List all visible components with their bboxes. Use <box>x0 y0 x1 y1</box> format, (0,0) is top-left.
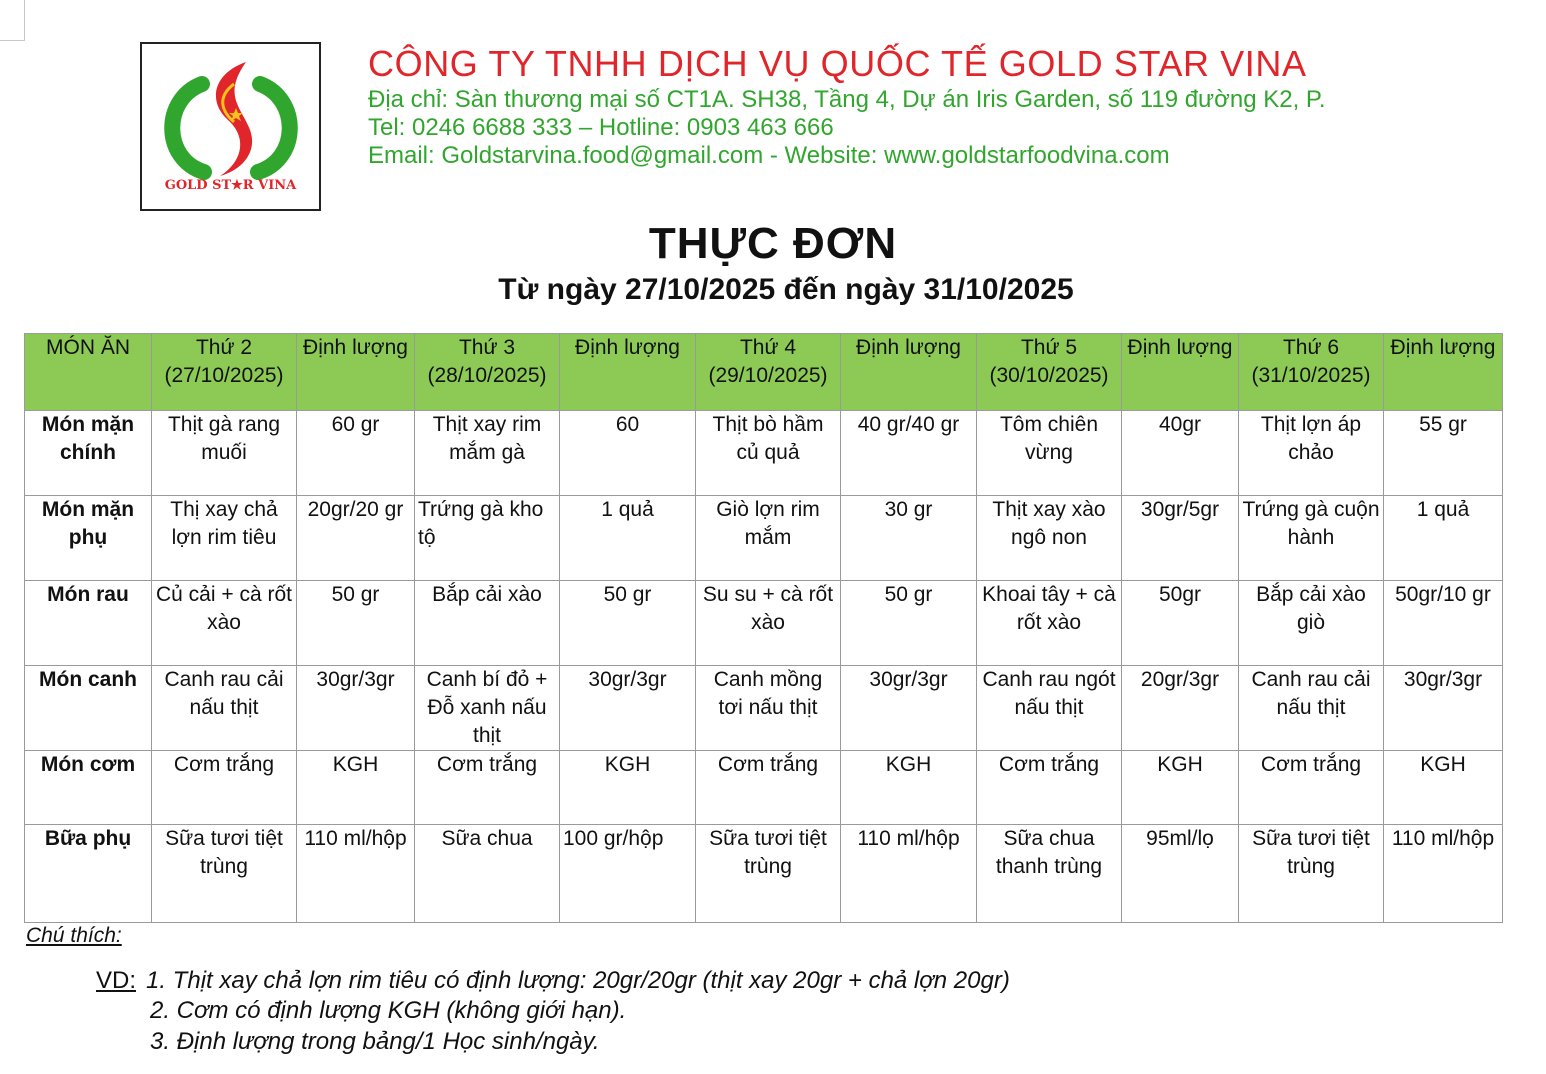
header-cell: Thứ 4 (29/10/2025) <box>696 334 841 411</box>
table-cell: 30gr/3gr <box>841 666 977 751</box>
table-cell: 30gr/3gr <box>1384 666 1503 751</box>
table-cell: 110 ml/hộp <box>1384 825 1503 923</box>
table-row <box>25 496 1503 581</box>
table-cell: KGH <box>297 751 415 825</box>
note-line-3: 3. Định lượng trong bảng/1 Học sinh/ngày. <box>150 1028 600 1055</box>
table-cell: 50gr/10 gr <box>1384 581 1503 666</box>
table-cell: 55 gr <box>1384 411 1503 496</box>
table-cell: 50 gr <box>560 581 696 666</box>
table-cell: 30gr/3gr <box>560 666 696 751</box>
table-cell: 50 gr <box>297 581 415 666</box>
company-logo <box>140 42 321 211</box>
table-cell: Su su + cà rốt xào <box>696 581 841 666</box>
note-line-2: 2. Cơm có định lượng KGH (không giới hạn). <box>150 997 627 1024</box>
table-cell: Cơm trắng <box>1239 751 1384 825</box>
header-cell: Định lượng <box>297 334 415 411</box>
table-cell: Cơm trắng <box>152 751 297 825</box>
company-email: Email: Goldstarvina.food@gmail.com - Website: www.goldstarfoodvina.com <box>368 142 1170 169</box>
table-cell: KGH <box>841 751 977 825</box>
table-cell: Canh rau cải nấu thịt <box>1239 666 1384 751</box>
table-cell: 30gr/5gr <box>1122 496 1239 581</box>
table-cell: 40 gr/40 gr <box>841 411 977 496</box>
row-label: Bữa phụ <box>25 825 152 923</box>
table-cell: 1 quả <box>1384 496 1503 581</box>
company-phone: Tel: 0246 6688 333 – Hotline: 0903 463 666 <box>368 114 834 141</box>
table-cell: 60 gr <box>297 411 415 496</box>
notes-example-label: VD: <box>96 967 137 994</box>
table-cell: Trứng gà kho tộ <box>415 496 560 581</box>
note-line-1: 1. Thịt xay chả lợn rim tiêu có định lượng: 20gr/20gr (thịt xay 20gr + chả lợn 20gr) <box>146 967 1010 994</box>
table-cell: Cơm trắng <box>977 751 1122 825</box>
table-cell: Thịt bò hầm củ quả <box>696 411 841 496</box>
table-cell: 1 quả <box>560 496 696 581</box>
table-cell: Thịt gà rang muối <box>152 411 297 496</box>
table-cell: 30gr/3gr <box>297 666 415 751</box>
row-label: Món mặn phụ <box>25 496 152 581</box>
table-cell: Giò lợn rim mắm <box>696 496 841 581</box>
table-cell: Sữa tươi tiệt trùng <box>1239 825 1384 923</box>
company-name: CÔNG TY TNHH DỊCH VỤ QUỐC TẾ GOLD STAR VINA <box>368 43 1307 84</box>
logo-text: GOLD ST★R VINA <box>164 178 297 193</box>
table-cell: Cơm trắng <box>696 751 841 825</box>
table-row <box>25 411 1503 496</box>
page-title: THỰC ĐƠN <box>648 219 898 268</box>
table-cell: 40gr <box>1122 411 1239 496</box>
table-cell: 50 gr <box>841 581 977 666</box>
menu-table <box>24 333 1503 923</box>
table-cell: Tôm chiên vừng <box>977 411 1122 496</box>
table-cell: Củ cải + cà rốt xào <box>152 581 297 666</box>
table-cell: Cơm trắng <box>415 751 560 825</box>
table-cell: 30 gr <box>841 496 977 581</box>
row-label: Món rau <box>25 581 152 666</box>
header-cell: MÓN ĂN <box>25 334 152 411</box>
table-cell: 95ml/lọ <box>1122 825 1239 923</box>
table-row <box>25 581 1503 666</box>
header-cell: Thứ 2 (27/10/2025) <box>152 334 297 411</box>
table-cell: Thịt xay xào ngô non <box>977 496 1122 581</box>
table-cell: Canh bí đỏ + Đỗ xanh nấu thịt <box>415 666 560 751</box>
table-cell: 110 ml/hộp <box>841 825 977 923</box>
table-cell: Bắp cải xào <box>415 581 560 666</box>
table-cell: 20gr/3gr <box>1122 666 1239 751</box>
table-cell: Sữa tươi tiệt trùng <box>696 825 841 923</box>
header-cell: Định lượng <box>560 334 696 411</box>
table-cell: Canh rau cải nấu thịt <box>152 666 297 751</box>
header-cell: Định lượng <box>1384 334 1503 411</box>
date-range-subtitle: Từ ngày 27/10/2025 đến ngày 31/10/2025 <box>498 273 1074 306</box>
header-cell: Thứ 3 (28/10/2025) <box>415 334 560 411</box>
table-cell: Bắp cải xào giò <box>1239 581 1384 666</box>
row-label: Món canh <box>25 666 152 751</box>
header-cell: Thứ 5 (30/10/2025) <box>977 334 1122 411</box>
header-cell: Định lượng <box>841 334 977 411</box>
table-cell: Khoai tây + cà rốt xào <box>977 581 1122 666</box>
table-cell: KGH <box>1122 751 1239 825</box>
table-cell: 110 ml/hộp <box>297 825 415 923</box>
notes-label: Chú thích: <box>26 924 122 947</box>
row-label: Món cơm <box>25 751 152 825</box>
table-cell: Canh rau ngót nấu thịt <box>977 666 1122 751</box>
table-cell: KGH <box>1384 751 1503 825</box>
company-address: Địa chỉ: Sàn thương mại số CT1A. SH38, Tầng 4, Dự án Iris Garden, số 119 đường K2, P. <box>368 86 1326 113</box>
table-cell: Sữa chua thanh trùng <box>977 825 1122 923</box>
header-cell: Thứ 6 (31/10/2025) <box>1239 334 1384 411</box>
table-cell: 20gr/20 gr <box>297 496 415 581</box>
table-cell: Thị xay chả lợn rim tiêu <box>152 496 297 581</box>
table-cell: Sữa tươi tiệt trùng <box>152 825 297 923</box>
table-cell: KGH <box>560 751 696 825</box>
row-label: Món mặn chính <box>25 411 152 496</box>
company-header <box>368 44 1326 170</box>
table-cell: Sữa chua <box>415 825 560 923</box>
table-cell: Canh mồng tơi nấu thịt <box>696 666 841 751</box>
table-header-row <box>25 334 1503 411</box>
table-cell: Thịt xay rim mắm gà <box>415 411 560 496</box>
table-row <box>25 825 1503 923</box>
table-cell: 50gr <box>1122 581 1239 666</box>
table-cell: Thịt lợn áp chảo <box>1239 411 1384 496</box>
table-cell: 60 <box>560 411 696 496</box>
table-row <box>25 666 1503 751</box>
table-cell: Trứng gà cuộn hành <box>1239 496 1384 581</box>
table-row <box>25 751 1503 825</box>
header-cell: Định lượng <box>1122 334 1239 411</box>
page-corner-mark <box>0 0 25 41</box>
table-cell: 100 gr/hộp <box>560 825 696 923</box>
